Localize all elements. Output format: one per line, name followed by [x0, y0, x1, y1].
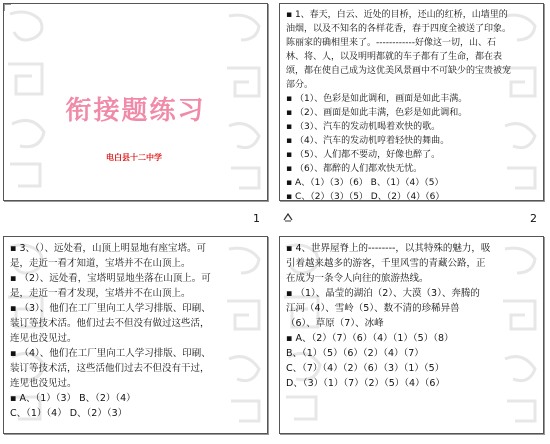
text-line: 装订等技术活。他们过去不但没有做过这些活，	[10, 318, 210, 329]
slide-thumbnail-2[interactable]	[279, 3, 544, 201]
text-line: B、（1）（5）（6）（2）（4）（7）	[286, 348, 424, 359]
text-line: 是，走近一看才发现，宝塔并不在山顶上。	[10, 288, 191, 299]
text-line: D、（3）（1）（7）（2）（5）（4）（6）	[286, 378, 445, 389]
text-line: ▪ （3）、他们在工厂里向工人学习排版、印刷、	[10, 303, 211, 314]
slide-body	[286, 9, 537, 201]
text-line: 在成为一条令人向往的旅游热线。	[286, 273, 429, 284]
text-line: 是，走近一看才知道，宝塔并不在山顶上。	[10, 258, 191, 269]
slide-body	[286, 242, 537, 428]
slide-thumbnail-3[interactable]	[3, 236, 268, 434]
text-line: （6）、草原（7）、冰峰	[286, 318, 384, 329]
text-line: 装订等技术活，这些活他们过去不但没有干过，	[10, 363, 210, 374]
slide-subtitle: 电白县十二中学	[106, 153, 162, 162]
text-line: ▪ 4、世界屋脊上的--------，以其特殊的魅力，吸	[286, 243, 491, 254]
slide-corner-marker	[4, 4, 11, 11]
text-line: ▪ （4）、他们在工厂里向工人学习排版、印刷、	[10, 348, 211, 359]
text-line: C、（7）（4）（2）（6）（3）（1）（5）	[286, 363, 445, 374]
slide-body	[10, 242, 261, 428]
text-line: ▪ A、（1）（3） B、（2）（4）	[10, 393, 136, 404]
text-line: 林、将、人，以及明明都就的车子都有了生命，都在表	[286, 52, 503, 62]
slide-thumbnail-1[interactable]	[3, 3, 268, 201]
text-line: C、（1）（4） D、（2）（3）	[10, 408, 128, 419]
text-line: ▪ A、（2）（7）（6）（4）（1）（5）（8）	[286, 333, 454, 344]
text-line: 部分。	[286, 80, 314, 90]
text-line: 江河（4）、雪岭（5）、数不清的珍稀异兽	[286, 303, 460, 314]
text-line: ▪ （2）、画面是如此丰满，色彩是如此调和。	[286, 108, 468, 118]
text-line: ▪ （6）、都醉的人们都欢快无忧。	[286, 164, 423, 174]
text-line: ▪ （3）、汽车的发动机喝着欢快的歌。	[286, 122, 441, 132]
text-line: ▪ 1、春天，白云、近处的目桥，还山的红桥，山墙里的	[286, 10, 508, 20]
text-line: 引着越来越多的游客，千里风雪的青藏公路，正	[286, 258, 486, 269]
text-line: ▪ 3、（）、远处看，山顶上明显地有座宝塔。可	[10, 243, 207, 254]
text-line: 连见也没见过。	[10, 378, 77, 389]
text-line: 陈丽家的确相里来了。------------好像这一切，山、石	[286, 38, 496, 48]
text-line: ▪ （1）、晶莹的湖泊（2）、大漠（3）、奔腾的	[286, 288, 480, 299]
text-line: 油烟，以及不知名的各样花香，春于四度全被送了印象。	[286, 24, 512, 34]
text-line: ▪ （1）、色彩是如此调和，画面是如此丰满。	[286, 94, 468, 104]
text-line: ▪ （2）、远处看，宝塔明显地坐落在山顶上。可	[10, 273, 211, 284]
animation-icon[interactable]	[283, 212, 293, 222]
slide-title: 衔接题练习	[65, 96, 206, 126]
slide-number-1: 1	[253, 212, 260, 225]
text-line: 连见也没见过。	[10, 333, 77, 344]
slide-number-2: 2	[530, 212, 537, 225]
text-line: 颂，都在使自己成为这优美风景画中不可缺少的宝贵被宠	[286, 66, 512, 76]
text-line: ▪ （4）、汽车的发动机哼着轻快的舞曲。	[286, 136, 450, 146]
text-line: ▪ A、（1）（3）（6） B、（1）（4）（5）	[286, 178, 444, 188]
slide-thumbnail-4[interactable]	[279, 236, 544, 434]
text-line: ▪ （5）、人们都不要动，好像也醉了。	[286, 150, 441, 160]
text-line: ▪ C、（2）（3）（5） D、（2）（4）（6）	[286, 192, 445, 201]
